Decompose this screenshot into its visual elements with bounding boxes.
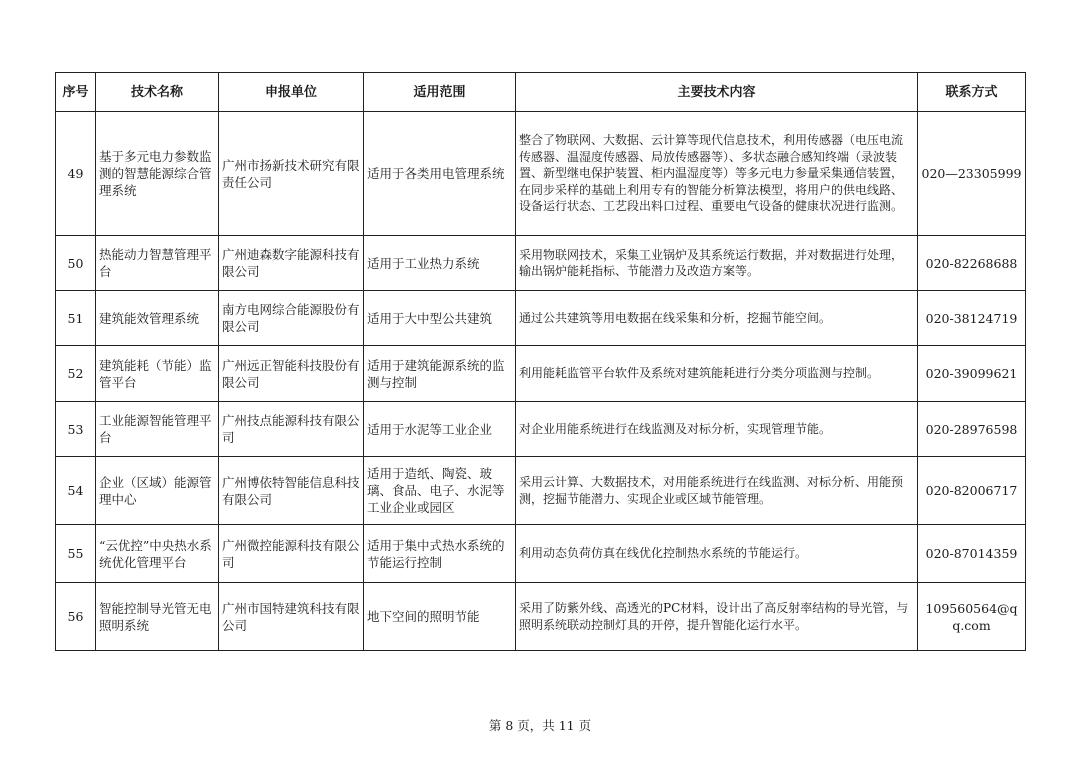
cell-name: 建筑能效管理系统 [96,291,219,346]
cell-scope: 地下空间的照明节能 [364,583,516,651]
cell-unit: 广州博依特智能信息科技有限公司 [219,457,364,525]
cell-name: “云优控”中央热水系统优化管理平台 [96,525,219,583]
cell-unit: 广州市国特建筑科技有限公司 [219,583,364,651]
cell-name: 工业能源智能管理平台 [96,402,219,457]
table-row [56,291,1026,346]
table-header-row [56,73,1026,112]
cell-content: 采用物联网技术，采集工业锅炉及其系统运行数据，并对数据进行处理，输出锅炉能耗指标、节能潜力及改造方案等。 [516,236,918,291]
cell-no: 52 [56,346,96,402]
cell-unit: 广州迪森数字能源科技有限公司 [219,236,364,291]
cell-unit: 广州远正智能科技股份有限公司 [219,346,364,402]
header-name: 技术名称 [96,73,219,112]
cell-unit: 广州市扬新技术研究有限责任公司 [219,112,364,236]
cell-no: 50 [56,236,96,291]
cell-content: 采用云计算、大数据技术，对用能系统进行在线监测、对标分析、用能预测，挖掘节能潜力、实现企业或区域节能管理。 [516,457,918,525]
cell-no: 56 [56,583,96,651]
technology-table [55,72,1026,651]
cell-name: 基于多元电力参数监测的智慧能源综合管理系统 [96,112,219,236]
cell-contact: 020-28976598 [918,402,1026,457]
cell-scope: 适用于大中型公共建筑 [364,291,516,346]
cell-content: 利用能耗监管平台软件及系统对建筑能耗进行分类分项监测与控制。 [516,346,918,402]
header-unit: 申报单位 [219,73,364,112]
cell-unit: 南方电网综合能源股份有限公司 [219,291,364,346]
cell-contact: 020-39099621 [918,346,1026,402]
cell-contact: 020—23305999 [918,112,1026,236]
header-scope: 适用范围 [364,73,516,112]
cell-name: 热能动力智慧管理平台 [96,236,219,291]
cell-content: 整合了物联网、大数据、云计算等现代信息技术，利用传感器（电压电流传感器、温湿度传感器、局放传感器等）、多状态融合感知终端（录波装置、新型继电保护装置、柜内温湿度等）等多元电力参量采集通信装置，在同步采样的基础上利用专有的智能分析算法模型，将用户的供电线路、设备运行状态、工艺段出料口过程、重要电气设备的健康状况进行监测。 [516,112,918,236]
cell-contact: 020-82268688 [918,236,1026,291]
header-contact: 联系方式 [918,73,1026,112]
cell-name: 企业（区域）能源管理中心 [96,457,219,525]
cell-name: 智能控制导光管无电照明系统 [96,583,219,651]
cell-name: 建筑能耗（节能）监管平台 [96,346,219,402]
cell-contact: 020-82006717 [918,457,1026,525]
cell-scope: 适用于水泥等工业企业 [364,402,516,457]
cell-no: 53 [56,402,96,457]
table-row [56,236,1026,291]
cell-no: 51 [56,291,96,346]
table-row [56,112,1026,236]
table-row [56,402,1026,457]
cell-unit: 广州技点能源科技有限公司 [219,402,364,457]
page-number-footer: 第 8 页，共 11 页 [488,718,592,733]
cell-contact: 020-87014359 [918,525,1026,583]
cell-no: 49 [56,112,96,236]
cell-scope: 适用于各类用电管理系统 [364,112,516,236]
header-no: 序号 [56,73,96,112]
table-row [56,525,1026,583]
cell-no: 54 [56,457,96,525]
cell-scope: 适用于建筑能源系统的监测与控制 [364,346,516,402]
header-content: 主要技术内容 [516,73,918,112]
cell-scope: 适用于工业热力系统 [364,236,516,291]
cell-content: 通过公共建筑等用电数据在线采集和分析，挖掘节能空间。 [516,291,918,346]
table-row [56,457,1026,525]
cell-contact: 020-38124719 [918,291,1026,346]
cell-unit: 广州微控能源科技有限公司 [219,525,364,583]
table-row [56,346,1026,402]
cell-content: 对企业用能系统进行在线监测及对标分析，实现管理节能。 [516,402,918,457]
cell-scope: 适用于集中式热水系统的节能运行控制 [364,525,516,583]
cell-content: 利用动态负荷仿真在线优化控制热水系统的节能运行。 [516,525,918,583]
cell-scope: 适用于造纸、陶瓷、玻璃、食品、电子、水泥等工业企业或园区 [364,457,516,525]
table-row [56,583,1026,651]
cell-contact: 109560564@qq.com [918,583,1026,651]
cell-no: 55 [56,525,96,583]
cell-content: 采用了防紫外线、高透光的PC材料，设计出了高反射率结构的导光管，与照明系统联动控制灯具的开停，提升智能化运行水平。 [516,583,918,651]
